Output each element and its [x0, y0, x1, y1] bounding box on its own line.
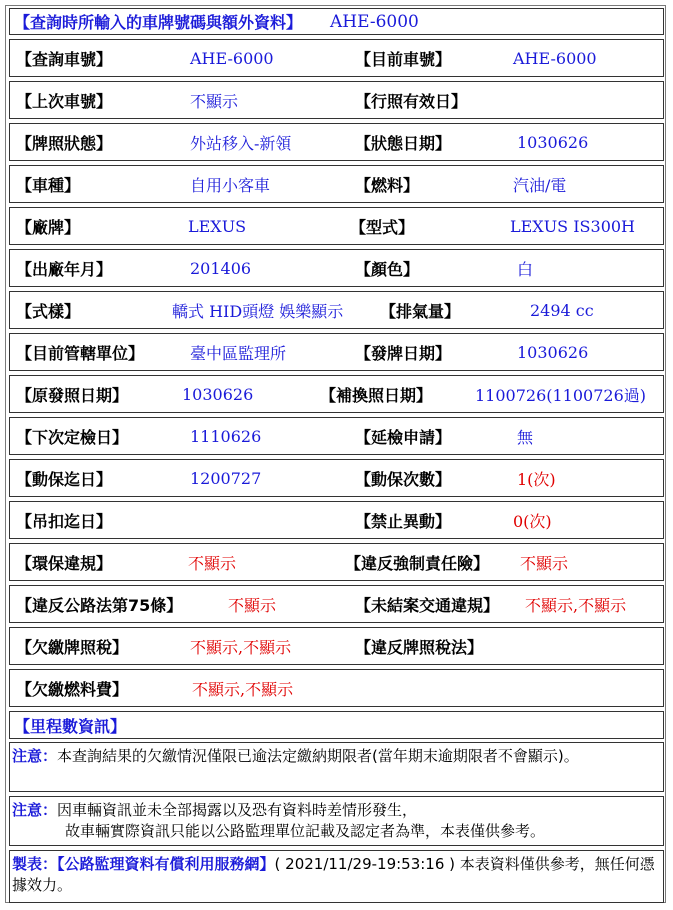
field-label: 【排氣量】 [380, 301, 461, 321]
note-2 [9, 796, 664, 846]
query-title-plate: AHE-6000 [330, 11, 419, 32]
mileage-header: 【里程數資訊】 [14, 716, 127, 736]
field-label: 【行照有效日】 [355, 91, 468, 111]
field-value: 1(次) [517, 469, 556, 489]
query-title-row [9, 8, 664, 35]
info-row [9, 417, 664, 455]
field-label: 【查詢車號】 [16, 49, 113, 69]
note-1-text: 本查詢結果的欠繳情況僅限已逾法定繳納期限者(當年期末逾期限者不會顯示)。 [57, 747, 579, 765]
note-1 [9, 742, 664, 792]
field-label: 【禁止異動】 [355, 511, 452, 531]
field-label: 【目前車號】 [355, 49, 452, 69]
field-value: 1030626 [182, 384, 254, 404]
field-value: 1200727 [190, 468, 262, 488]
field-label: 【狀態日期】 [355, 133, 452, 153]
field-value: 轎式 HID頭燈 娛樂顯示 [172, 301, 344, 321]
field-label: 【上次車號】 [16, 91, 113, 111]
field-value: 不顯示,不顯示 [525, 595, 627, 615]
field-label: 【欠繳牌照稅】 [16, 637, 129, 657]
note-1-label: 注意： [12, 747, 58, 765]
field-label: 【吊扣迄日】 [16, 511, 113, 531]
field-value: 不顯示 [520, 553, 569, 573]
info-row [9, 501, 664, 539]
field-label: 【未結案交通違規】 [355, 595, 500, 615]
field-label: 【違反公路法第75條】 [16, 595, 183, 615]
field-value: 不顯示 [190, 91, 239, 111]
field-value: 1030626 [517, 342, 589, 362]
info-row [9, 291, 664, 329]
field-value: LEXUS IS300H [510, 216, 635, 236]
field-value: 不顯示 [228, 595, 277, 615]
field-label: 【動保迄日】 [16, 469, 113, 489]
field-value: 無 [517, 427, 534, 447]
field-value: 汽油/電 [513, 175, 567, 195]
info-row [9, 669, 664, 707]
field-label: 【車種】 [16, 175, 81, 195]
info-row [9, 333, 664, 371]
field-label: 【補換照日期】 [320, 385, 433, 405]
info-row [9, 165, 664, 203]
mileage-header-row [9, 711, 664, 739]
field-value: AHE-6000 [190, 48, 274, 68]
field-label: 【廠牌】 [16, 217, 81, 237]
field-label: 【違反牌照稅法】 [355, 637, 484, 657]
field-label: 【動保次數】 [355, 469, 452, 489]
field-value: LEXUS [188, 216, 247, 236]
note-2-line1: 因車輛資訊並未全部揭露以及恐有資料時差情形發生， [57, 801, 418, 819]
maker-text: ( 2021/11/29-19:53:16 ) 本表資料僅供參考，無任何憑據效力。 [12, 855, 655, 894]
field-value: 自用小客車 [190, 175, 271, 195]
maker-note [9, 850, 664, 903]
info-row [9, 375, 664, 413]
field-label: 【下次定檢日】 [16, 427, 129, 447]
field-value: 2494 cc [530, 300, 594, 320]
info-row [9, 543, 664, 581]
field-value: 不顯示 [188, 553, 237, 573]
field-value: 0(次) [513, 511, 552, 531]
field-label: 【目前管轄單位】 [16, 343, 145, 363]
field-value: 1100726(1100726過) [475, 385, 647, 405]
field-value: 201406 [190, 258, 252, 278]
field-label: 【牌照狀態】 [16, 133, 113, 153]
note-2-line2: 故車輛實際資訊只能以公路監理單位記載及認定者為準，本表僅供參考。 [65, 822, 546, 840]
field-label: 【環保違規】 [16, 553, 113, 573]
field-value: 不顯示,不顯示 [192, 679, 294, 699]
field-label: 【欠繳燃料費】 [16, 679, 129, 699]
query-title-prefix: 【查詢時所輸入的車牌號碼與額外資料】 [14, 13, 303, 32]
field-label: 【違反強制責任險】 [345, 553, 490, 573]
note-2-label: 注意： [12, 801, 58, 819]
field-label: 【顏色】 [355, 259, 420, 279]
field-value: 外站移入-新領 [190, 133, 292, 153]
info-row [9, 123, 664, 161]
field-value: 臺中區監理所 [190, 343, 287, 363]
info-row [9, 81, 664, 119]
field-value: AHE-6000 [513, 48, 597, 68]
maker-source: 【公路監理資料有償利用服務網】 [57, 855, 275, 873]
maker-label: 製表： [12, 855, 58, 873]
field-label: 【原發照日期】 [16, 385, 129, 405]
field-label: 【型式】 [350, 217, 415, 237]
field-label: 【出廠年月】 [16, 259, 113, 279]
field-label: 【燃料】 [355, 175, 420, 195]
info-row [9, 39, 664, 77]
info-row [9, 627, 664, 665]
field-label: 【發牌日期】 [355, 343, 452, 363]
info-row [9, 585, 664, 623]
field-value: 1030626 [517, 132, 589, 152]
field-value: 1110626 [190, 426, 262, 446]
info-row [9, 459, 664, 497]
field-label: 【式樣】 [16, 301, 81, 321]
field-value: 不顯示,不顯示 [190, 637, 292, 657]
info-row [9, 207, 664, 245]
field-label: 【延檢申請】 [355, 427, 452, 447]
info-row [9, 249, 664, 287]
field-value: 白 [517, 259, 534, 279]
